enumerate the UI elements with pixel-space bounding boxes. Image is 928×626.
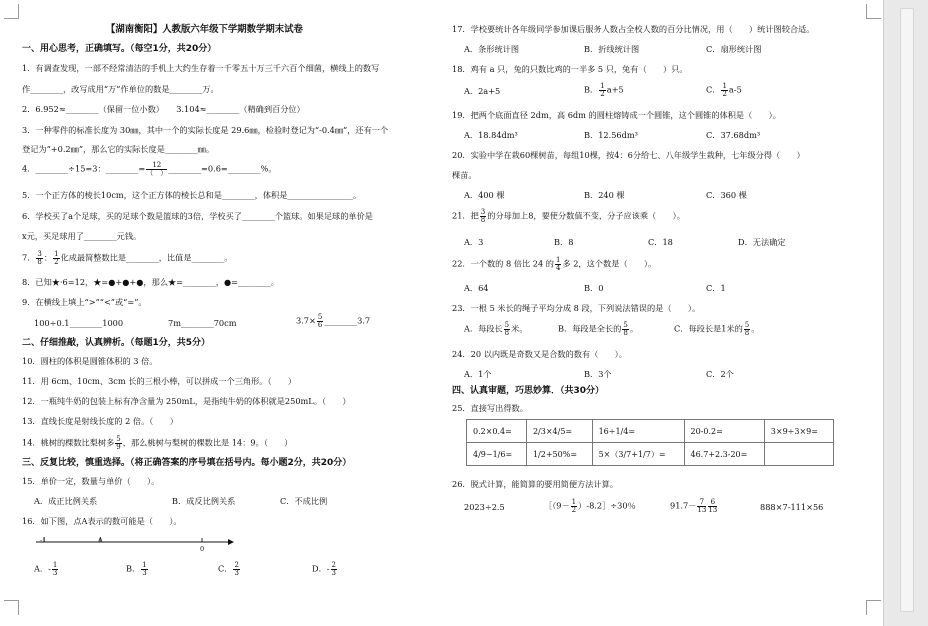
- question-text: [22, 162, 277, 177]
- option-text: 米。: [511, 323, 528, 334]
- option-text: 。: [629, 323, 639, 334]
- denominator: 8: [623, 329, 628, 337]
- calc-item: 888×7-111×56: [760, 502, 824, 512]
- q22-part: 22．一个数的 8 倍比 24 的: [452, 258, 554, 269]
- question-text: 棵苗。: [452, 170, 477, 180]
- option: [584, 83, 624, 98]
- compare-item: 7m________70cm: [168, 318, 237, 328]
- numerator: 1: [571, 498, 577, 506]
- option-text: B．每段是全长的: [558, 323, 622, 334]
- q4-part: ________=0.6=________%。: [168, 163, 277, 174]
- denominator: 2: [600, 90, 605, 98]
- numerator: 12: [146, 162, 167, 170]
- fraction: [744, 322, 750, 337]
- arrow-head-icon: [228, 539, 234, 545]
- fraction: [555, 257, 561, 272]
- denominator: 13: [708, 506, 718, 514]
- table-row: [467, 420, 834, 443]
- fraction: [317, 314, 323, 329]
- option-suffix: a+5: [606, 84, 624, 95]
- question-text: 作________，改写成用“万”作单位的数是________万。: [22, 84, 219, 94]
- option: A．成正比例关系: [34, 496, 98, 506]
- q14-part: 14．桃树的棵数比梨树多: [22, 437, 115, 448]
- q22-part: 多 2，这个数是（ ）。: [562, 258, 657, 269]
- table-cell: 5×（3/7+1/7）=: [592, 443, 684, 466]
- fraction: [233, 562, 239, 577]
- option: C．18: [648, 237, 673, 247]
- question-text: 20．实验中学在栽60棵树苗，每组10棵，按4：6分给七、八年级学生栽种，七年级分得（ ）: [452, 150, 805, 160]
- option: [674, 322, 759, 337]
- denominator: 9: [116, 443, 121, 451]
- q21-part: 的分母加上8，要使分数值不变，分子应该乘（ ）。: [487, 210, 685, 221]
- numerator: 5: [317, 313, 323, 321]
- question-text: 8．已知★·6=12，★=●+●+●，那么★=________，●=________。: [22, 277, 279, 287]
- question-text: [22, 251, 233, 266]
- tick-label: 0: [200, 545, 205, 553]
- q4-part: 4．________÷15=3：________=: [22, 163, 146, 174]
- compare-part: 3.7×: [296, 315, 316, 326]
- question-text: 17．学校要统计各年级同学参加课后服务人数占全校人数的百分比情况，用（ ）统计图较合适。: [452, 24, 815, 34]
- calc-item: [544, 499, 636, 514]
- option: B．折线统计图: [584, 44, 640, 54]
- numerator: 5: [623, 321, 628, 329]
- table-row: [467, 443, 834, 466]
- numerator: 3: [37, 250, 42, 258]
- table-cell: 2/3×4/5=: [526, 420, 592, 443]
- denominator: 3: [52, 569, 58, 577]
- option-prefix: A．: [34, 563, 49, 574]
- question-text: 19．把两个底面直径 2dm，高 6dm 的圆柱熔铸成一个圆锥，这个圆锥的体积是（ ）。: [452, 110, 781, 120]
- fraction: [571, 499, 577, 514]
- fraction: [697, 499, 706, 514]
- numerator: 5: [744, 321, 750, 329]
- table-cell: 20-0.2=: [684, 420, 764, 443]
- question-text: 3．一种零件的标准长度为 30㎜，其中一个的实际长度是 29.6㎜，检验时登记为“-0.4㎜”，还有一个: [22, 125, 389, 135]
- numerator: 1: [722, 82, 727, 90]
- option: [558, 322, 638, 337]
- table-cell: 3×9÷3×9=: [764, 420, 833, 443]
- fraction: [115, 436, 121, 451]
- q21-part: 21．把: [452, 210, 479, 221]
- option-sign: -: [326, 563, 330, 574]
- calc-part: ［（9－: [544, 500, 570, 511]
- option: B．成反比例关系: [172, 496, 236, 506]
- denominator: 2: [54, 258, 59, 266]
- question-text: 5．一个正方体的棱长10cm，这个正方体的棱长总和是________，体积是________________。: [22, 190, 362, 200]
- option: B．8: [554, 237, 574, 247]
- option-text: C．每段长是1米的: [674, 323, 743, 334]
- question-text: 25．直接写出得数。: [452, 403, 528, 413]
- option: [312, 562, 338, 577]
- numerator: 7: [697, 499, 706, 507]
- option: [34, 562, 59, 577]
- table-cell: 0.2×0.4=: [467, 420, 527, 443]
- fraction: [53, 251, 59, 266]
- calc-table: [466, 419, 834, 466]
- compare-item: 100÷0.1________1000: [34, 318, 124, 328]
- option-text: 。: [751, 323, 760, 334]
- number-line-graphic: [32, 532, 242, 554]
- option-prefix: B．: [126, 563, 141, 574]
- q7-part: 7．: [22, 252, 36, 263]
- scrollbar-thumb[interactable]: [900, 8, 914, 612]
- question-text: 11．用 6cm、10cm、3cm 长的三根小棒，可以拼成一个三角形。（ ）: [22, 376, 297, 386]
- compare-part: ________3.7: [324, 315, 371, 326]
- page-title: 【湖南衡阳】人教版六年级下学期数学期末试卷: [106, 24, 303, 35]
- option: B．12.56dm³: [584, 130, 638, 140]
- fraction: [622, 322, 628, 337]
- question-text: 登记为“+0.2㎜”，那么它的实际长度是________㎜。: [22, 144, 215, 154]
- option: C．扇形统计图: [706, 44, 762, 54]
- numerator: 6: [708, 499, 717, 507]
- fraction: [52, 562, 58, 577]
- option: [218, 562, 241, 577]
- question-text: 24．20 以内既是奇数又是合数的数有（ ）。: [452, 349, 627, 359]
- question-text: 12．一瓶纯牛奶的包装上标有净含量为 250mL，是指纯牛奶的体积就是250mL。（ ）: [22, 396, 351, 406]
- option: [126, 562, 149, 577]
- table-cell: 16÷1/4=: [592, 420, 684, 443]
- fraction: [331, 562, 337, 577]
- numerator: 3: [480, 208, 486, 216]
- q7-part: ：: [43, 252, 53, 263]
- fraction: [141, 562, 147, 577]
- denominator: 2: [722, 90, 727, 98]
- denominator: 8: [480, 216, 486, 224]
- option: C．1: [706, 283, 726, 293]
- table-cell: [764, 443, 833, 466]
- question-text: 23．一根 5 米长的绳子平均分成 8 段，下列说法错误的是（ ）。: [452, 303, 701, 313]
- question-text: [452, 209, 685, 224]
- denominator: 8: [744, 329, 750, 337]
- question-text: 13．直线长度是射线长度的 2 倍。（ ）: [22, 416, 178, 426]
- section-heading: 一、用心思考，正确填写。（每空1分，共20分）: [22, 44, 217, 54]
- option-prefix: C．: [218, 563, 233, 574]
- question-text: 16．如下图，点A表示的数可能是（ ）。: [22, 516, 182, 526]
- option: A．400 棵: [464, 190, 505, 200]
- option: A．条形统计图: [464, 44, 520, 54]
- q14-part: ，那么桃树与梨树的棵数比是 14：9。（ ）: [122, 437, 293, 448]
- option-prefix: B．: [584, 84, 599, 95]
- question-text: 2．6.952≈________（保留一位小数） 3.104≈________（精确到百分位）: [22, 104, 305, 114]
- crop-mark: [4, 600, 19, 615]
- question-text: 1．有调查发现，一部不经常清洁的手机上大约生存着一千零五十万三千六百个细菌，横线上的数写: [22, 63, 380, 73]
- option: C．不成比例: [280, 496, 328, 506]
- option: [706, 83, 742, 98]
- denominator: 6: [317, 321, 323, 329]
- fraction: [146, 162, 167, 177]
- crop-mark: [866, 600, 881, 615]
- question-text: 15．单价一定，数量与单价（ ）。: [22, 476, 160, 486]
- denominator: 8: [504, 329, 510, 337]
- numerator: 5: [116, 435, 121, 443]
- vertical-scrollbar[interactable]: [883, 0, 928, 626]
- question-text: 18．鸡有 a 只，兔的只数比鸡的一半多 5 只，兔有（ ）只。: [452, 64, 688, 74]
- denominator: 3: [234, 569, 239, 577]
- fraction: [504, 322, 510, 337]
- fraction: [36, 251, 42, 266]
- option: [464, 322, 528, 337]
- denominator: 4: [555, 264, 561, 272]
- denominator: 8: [37, 258, 42, 266]
- question-text: 10．圆柱的体积是圆锥体积的 3 倍。: [22, 356, 158, 366]
- numerator: 1: [600, 82, 605, 90]
- question-text: 26．脱式计算，能简算的要用简便方法计算。: [452, 479, 618, 489]
- denominator: 2: [571, 506, 577, 514]
- table-cell: 1/2+50%=: [526, 443, 592, 466]
- option-prefix: D．: [312, 563, 327, 574]
- denominator: 3: [142, 569, 147, 577]
- option-suffix: a-5: [728, 84, 742, 95]
- denominator: 3: [331, 569, 337, 577]
- compare-item: [296, 314, 370, 329]
- fraction: [721, 83, 727, 98]
- section-heading: 四、认真审题，巧思妙算．（共30分）: [452, 386, 605, 396]
- q7-part: 化成最简整数比是________，比值是________。: [60, 252, 233, 263]
- option: C．2个: [706, 369, 734, 379]
- question-text: [22, 436, 292, 451]
- option: D．无法确定: [738, 237, 786, 247]
- numerator: 5: [504, 321, 510, 329]
- denominator: （ ）: [146, 169, 168, 177]
- tick-label: A: [98, 536, 103, 544]
- option-prefix: C．: [706, 84, 721, 95]
- numerator: 1: [52, 561, 58, 569]
- numerator: 1: [555, 256, 561, 264]
- section-heading: 二、仔细推敲，认真辨析。（每题1分，共5分）: [22, 338, 211, 348]
- calc-part: ）-8.2］÷30％: [578, 500, 636, 511]
- numerator: 1: [54, 250, 59, 258]
- crop-mark: [866, 4, 881, 19]
- tick-label: -1: [40, 536, 47, 544]
- number-line: [32, 532, 242, 554]
- numerator: 1: [142, 561, 147, 569]
- numerator: 2: [331, 561, 337, 569]
- calc-item: [670, 499, 718, 514]
- option: B．3个: [584, 369, 612, 379]
- option: B．240 棵: [584, 190, 625, 200]
- denominator: 13: [697, 506, 707, 514]
- fraction: [599, 83, 605, 98]
- section-heading: 三、反复比较，慎重选择。（将正确答案的序号填在括号内。每小题2分，共20分）: [22, 458, 352, 468]
- option: A．2a+5: [464, 86, 501, 96]
- calc-part: 91.7－: [670, 500, 697, 511]
- table-cell: 46.7+2.3-20=: [684, 443, 764, 466]
- option: A．64: [464, 283, 489, 293]
- question-text: [452, 257, 656, 272]
- question-text: 6．学校买了a个足球，买的足球个数是篮球的3倍，学校买了________个篮球。如果足球的单价是: [22, 211, 373, 221]
- question-text: x元，买足球用了________元钱。: [22, 231, 142, 241]
- option-sign: -: [48, 563, 51, 574]
- fraction: [480, 209, 486, 224]
- option-text: A．每段长: [464, 323, 503, 334]
- option: A．3: [464, 237, 484, 247]
- option: C．360 棵: [706, 190, 747, 200]
- crop-mark: [4, 4, 19, 19]
- option: A．1个: [464, 369, 492, 379]
- numerator: 2: [234, 561, 239, 569]
- table-cell: 4/9−1/6=: [467, 443, 527, 466]
- question-text: 9．在横线上填上“>”“<”或“=”。: [22, 297, 147, 307]
- option: A．18.84dm³: [464, 130, 518, 140]
- fraction: [708, 499, 717, 514]
- option: B．0: [584, 283, 604, 293]
- option: C．37.68dm³: [706, 130, 761, 140]
- calc-item: 2023÷2.5: [464, 502, 505, 512]
